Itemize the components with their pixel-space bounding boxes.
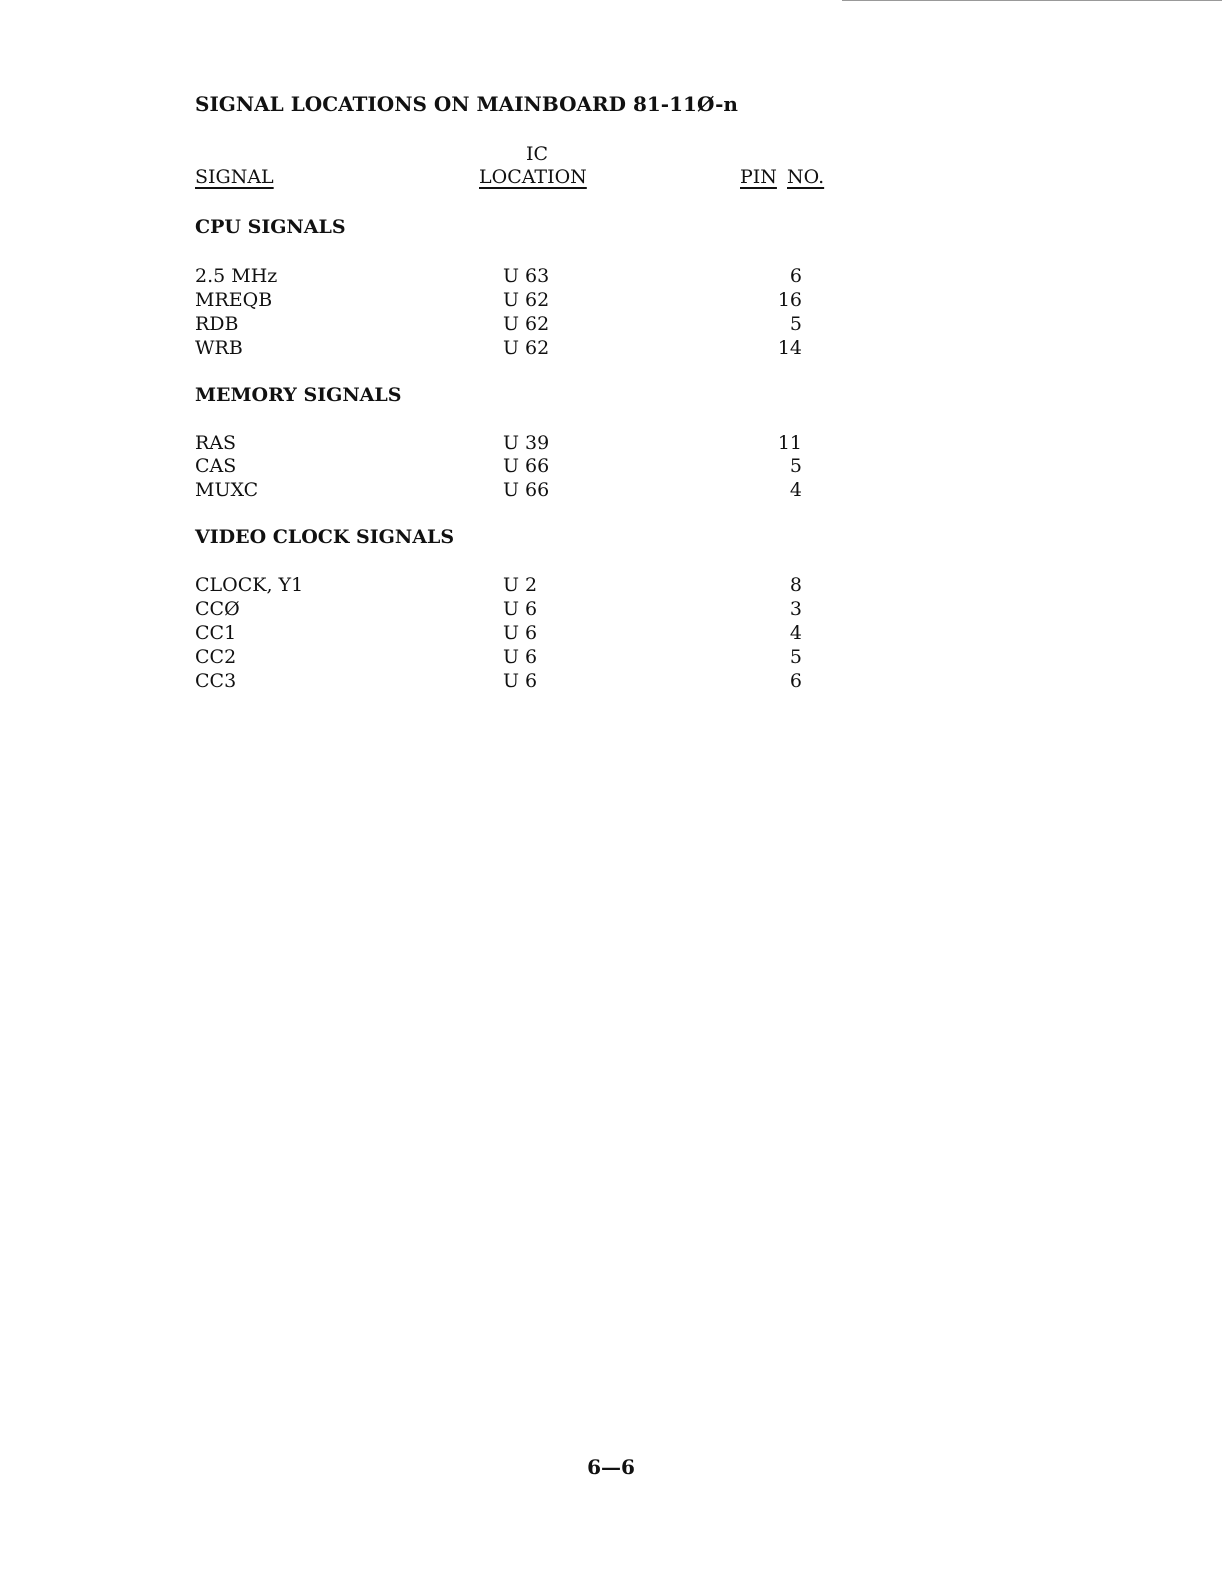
table-row [0,479,1222,503]
table-row [0,432,1222,456]
scan-edge-line [842,0,1222,1]
ic-location: U 66 [503,479,550,501]
table-row [0,313,1222,337]
section-heading: CPU SIGNALS [195,216,346,238]
ic-location: U 39 [503,432,550,454]
signal-name: MREQB [195,289,273,311]
pin-number: 5 [789,455,802,477]
page-title: SIGNAL LOCATIONS ON MAINBOARD 81-11Ø-n [195,92,738,116]
pin-number: 16 [777,289,802,311]
ic-location: U 62 [503,289,550,311]
signal-name: CLOCK, Y1 [195,574,304,596]
header-location: LOCATION [479,166,587,188]
section-heading: VIDEO CLOCK SIGNALS [195,526,455,548]
pin-number: 6 [789,670,802,692]
pin-number: 11 [777,432,802,454]
signal-name: CAS [195,455,237,477]
table-row [0,265,1222,289]
ic-location: U 6 [503,598,538,620]
signal-name: CC1 [195,622,237,644]
table-row [0,598,1222,622]
ic-location: U 6 [503,622,538,644]
ic-location: U 6 [503,646,538,668]
page-number: 6—6 [587,1455,635,1479]
ic-location: U 62 [503,313,550,335]
header-pin: PIN [740,166,777,188]
pin-number: 14 [777,337,802,359]
header-ic: IC [526,143,549,165]
table-row [0,289,1222,313]
pin-number: 3 [789,598,802,620]
signal-name: CC2 [195,646,237,668]
signal-name: RDB [195,313,239,335]
section-heading: MEMORY SIGNALS [195,384,402,406]
signal-name: WRB [195,337,243,359]
pin-number: 8 [789,574,802,596]
pin-number: 4 [789,622,802,644]
header-no: NO. [787,166,825,188]
header-signal: SIGNAL [195,166,274,188]
signal-name: RAS [195,432,237,454]
ic-location: U 66 [503,455,550,477]
table-row [0,622,1222,646]
table-row [0,574,1222,598]
pin-number: 6 [789,265,802,287]
pin-number: 5 [789,313,802,335]
ic-location: U 62 [503,337,550,359]
signal-name: CCØ [195,598,240,620]
table-row [0,337,1222,361]
table-row [0,455,1222,479]
pin-number: 5 [789,646,802,668]
ic-location: U 2 [503,574,538,596]
signal-name: MUXC [195,479,259,501]
signal-name: CC3 [195,670,237,692]
table-row [0,646,1222,670]
ic-location: U 6 [503,670,538,692]
pin-number: 4 [789,479,802,501]
ic-location: U 63 [503,265,550,287]
table-row [0,670,1222,694]
signal-name: 2.5 MHz [195,265,278,287]
